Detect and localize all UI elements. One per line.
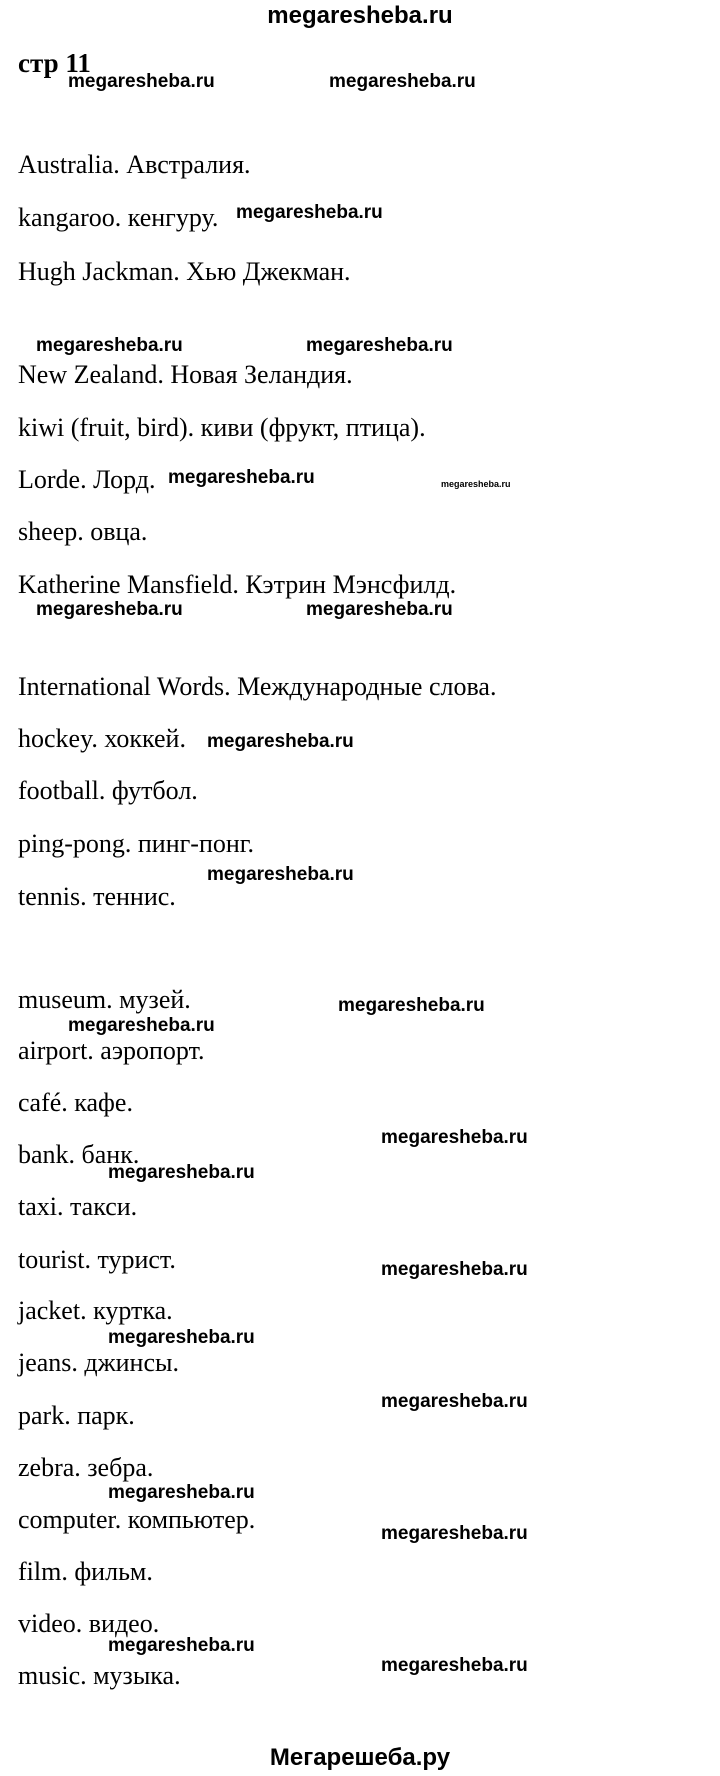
watermark: megaresheba.ru [381, 1655, 528, 1676]
watermark: megaresheba.ru [36, 599, 183, 620]
vocab-entry: tourist. турист. [18, 1245, 176, 1274]
vocab-entry: bank. банк. [18, 1140, 140, 1169]
vocab-entry: café. кафе. [18, 1088, 133, 1117]
watermark: megaresheba.ru [381, 1259, 528, 1280]
vocab-entry: park. парк. [18, 1401, 135, 1430]
vocab-entry: International Words. Международные слова. [18, 672, 497, 701]
vocab-entry: airport. аэропорт. [18, 1036, 205, 1065]
watermark: megaresheba.ru [108, 1482, 255, 1503]
watermark: megaresheba.ru [306, 599, 453, 620]
vocab-entry: Lorde. Лорд. [18, 465, 156, 494]
watermark: megaresheba.ru [168, 467, 315, 488]
vocab-entry: computer. компьютер. [18, 1505, 256, 1534]
watermark: megaresheba.ru [236, 202, 383, 223]
vocab-entry: hockey. хоккей. [18, 724, 186, 753]
footer-site-name: Мегарешеба.ру [269, 1744, 451, 1771]
vocab-entry: New Zealand. Новая Зеландия. [18, 360, 353, 389]
vocab-entry: film. фильм. [18, 1557, 153, 1586]
watermark: megaresheba.ru [329, 71, 476, 92]
watermark: megaresheba.ru [207, 864, 354, 885]
vocab-entry: ping-pong. пинг-понг. [18, 829, 255, 858]
watermark: megaresheba.ru [441, 479, 511, 489]
vocab-entry: Australia. Австралия. [18, 150, 251, 179]
vocab-entry: music. музыка. [18, 1661, 181, 1690]
vocab-entry: kangaroo. кенгуру. [18, 203, 219, 232]
vocab-entry: jeans. джинсы. [18, 1348, 179, 1377]
watermark: megaresheba.ru [381, 1127, 528, 1148]
vocab-entry: kiwi (fruit, bird). киви (фрукт, птица). [18, 413, 426, 442]
vocab-entry: taxi. такси. [18, 1192, 138, 1221]
vocab-entry: football. футбол. [18, 776, 198, 805]
watermark: megaresheba.ru [108, 1327, 255, 1348]
vocab-entry: Hugh Jackman. Хью Джекман. [18, 257, 351, 286]
vocab-entry: Katherine Mansfield. Кэтрин Мэнсфилд. [18, 570, 457, 599]
watermark: megaresheba.ru [108, 1635, 255, 1656]
watermark: megaresheba.ru [108, 1162, 255, 1183]
header-site-name: megaresheba.ru [267, 2, 453, 29]
vocab-entry: museum. музей. [18, 985, 191, 1014]
vocab-entry: video. видео. [18, 1609, 160, 1638]
watermark: megaresheba.ru [306, 335, 453, 356]
vocab-entry: jacket. куртка. [18, 1296, 173, 1325]
watermark: megaresheba.ru [68, 1015, 215, 1036]
watermark: megaresheba.ru [207, 731, 354, 752]
page-number: стр 11 [18, 48, 91, 78]
vocab-entry: sheep. овца. [18, 517, 148, 546]
watermark: megaresheba.ru [36, 335, 183, 356]
watermark: megaresheba.ru [381, 1391, 528, 1412]
watermark: megaresheba.ru [381, 1523, 528, 1544]
vocab-entry: tennis. теннис. [18, 882, 176, 911]
watermark: megaresheba.ru [68, 71, 215, 92]
vocab-entry: zebra. зебра. [18, 1453, 154, 1482]
watermark: megaresheba.ru [338, 995, 485, 1016]
